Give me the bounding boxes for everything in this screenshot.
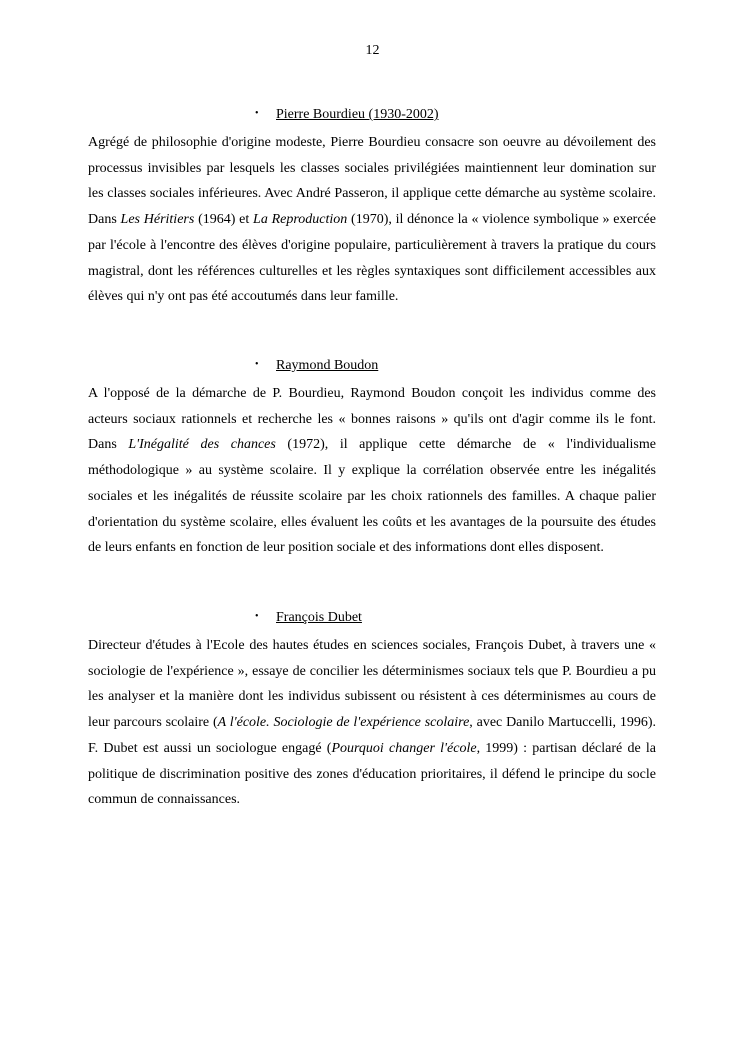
text-run: Directeur d'études à l'Ecole des hautes études en sciences sociales, François Dubet, à travers une « sociologie de l'expérience », essaye de concilier les déterminismes sociaux tels que P. Bourdieu a pu les analyser et la manière dont les individus subissent ou résistent à ces déterminismes au cours de leur parcours scolaire ( [88, 638, 656, 731]
book-title: Les Héritiers [120, 212, 195, 228]
text-run: Agrégé de philosophie d'origine modeste, Pierre Bourdieu consacre son oeuvre au dévoilement des processus invisibles par lesquels les classes sociales privilégiées maintiennent leur domination sur les classes sociales inférieures. Avec André Passeron, il applique cette démarche au système scolaire. Dans [88, 135, 656, 228]
text-run: (1970), il dénonce la « violence symbolique » exercée par l'école à l'encontre des élèves d'origine populaire, particulièrement à travers la pratique du cours magistral, dont les références culturelles et les règles syntaxiques sont difficilement accessibles aux élèves qui n'y ont pas été accoutumés dans leur famille. [88, 212, 656, 305]
section-dubet [88, 607, 656, 813]
section-paragraph [88, 130, 656, 310]
section-heading [88, 104, 656, 125]
section-boudon [88, 355, 656, 561]
book-title: Pourquoi changer l'école [331, 740, 477, 756]
book-title: La Reproduction [253, 212, 348, 228]
text-run: , avec Danilo Martuccelli, 1996). F. Dubet est aussi un sociologue engagé ( [88, 715, 656, 756]
section-title: Raymond Boudon [276, 358, 379, 373]
section-title: Pierre Bourdieu (1930-2002) [276, 107, 439, 122]
text-run: , 1999) : partisan déclaré de la politique de discrimination positive des zones d'éducation prioritaires, il défend le principe du socle commun de connaissances. [88, 740, 656, 808]
section-title: François Dubet [276, 610, 362, 625]
text-run: A l'opposé de la démarche de P. Bourdieu, Raymond Boudon conçoit les individus comme des acteurs sociaux rationnels et recherche les « bonnes raisons » qu'ils ont d'agir comme ils le font. Dans [88, 386, 656, 453]
section-paragraph [88, 381, 656, 561]
book-title: L'Inégalité des chances [128, 437, 276, 453]
section-bourdieu [88, 104, 656, 310]
bullet-icon: • [255, 611, 259, 622]
text-run: (1964) et [194, 212, 254, 228]
page-number: 12 [365, 43, 380, 58]
text-run: (1972), il applique cette démarche de « l'individualisme méthodologique » au système scolaire. Il y explique la corrélation observée entre les inégalités sociales et les inégalités de réussite scolaire par les choix rationnels des familles. A chaque palier d'orientation du système scolaire, elles évaluent les coûts et les avantages de la poursuite des études de leurs enfants en fonction de leur position sociale et des informations dont elles disposent. [88, 437, 656, 556]
section-paragraph [88, 633, 656, 813]
bullet-icon: • [255, 359, 259, 370]
section-heading [88, 355, 656, 376]
section-heading [88, 607, 656, 628]
bullet-icon: • [255, 108, 259, 119]
book-title: A l'école. Sociologie de l'expérience scolaire [217, 715, 470, 731]
